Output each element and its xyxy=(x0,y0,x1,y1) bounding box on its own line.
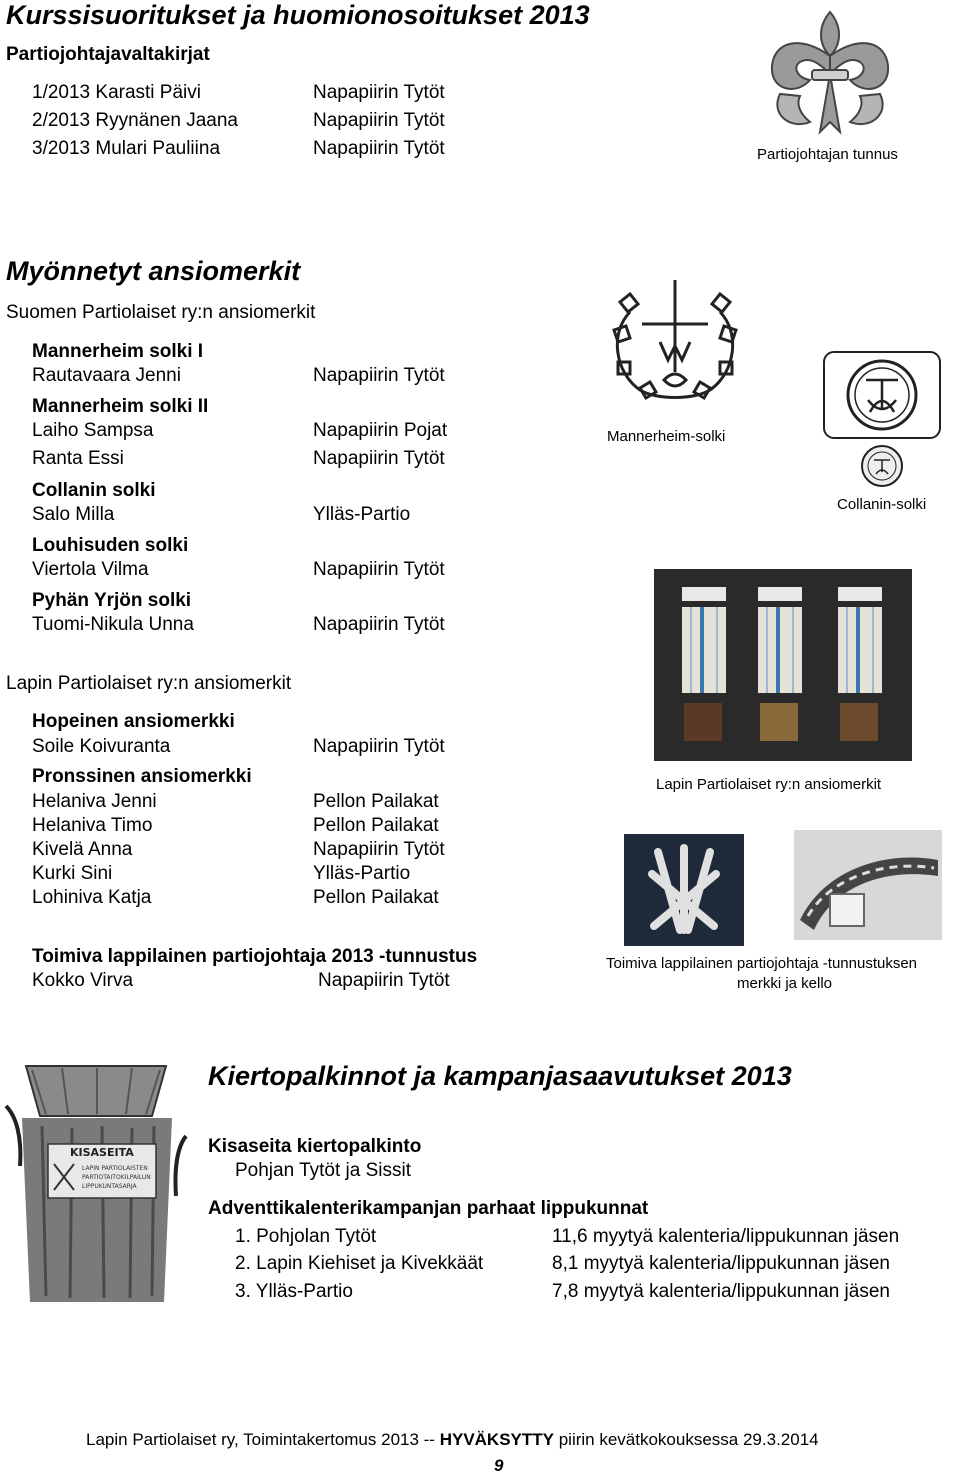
cert-org: Napapiirin Tytöt xyxy=(313,82,445,103)
ranking-place: 3. Ylläs-Partio xyxy=(235,1281,353,1302)
recipient-org: Napapiirin Tytöt xyxy=(313,736,445,757)
cert-name: 2/2013 Ryynänen Jaana xyxy=(32,110,238,131)
ranking-result: 11,6 myytyä kalenteria/lippukunnan jäsen xyxy=(552,1226,900,1247)
recipient-org: Ylläs-Partio xyxy=(313,504,411,525)
recipient-name: Kivelä Anna xyxy=(32,839,133,860)
leader-award-name: Kokko Virva xyxy=(32,970,134,991)
kisaseita-trophy-image xyxy=(2,1046,192,1304)
kisaseita-winner: Pohjan Tytöt ja Sissit xyxy=(235,1160,412,1181)
sign-line: PARTIOTAITOKILPAILUN xyxy=(82,1174,151,1181)
lapland-medals-image xyxy=(654,569,912,761)
section-title-courses: Kurssisuoritukset ja huomionosoitukset 2013 xyxy=(6,0,590,30)
recipient-name: Tuomi-Nikula Unna xyxy=(32,614,194,635)
recipient-name: Helaniva Timo xyxy=(32,815,153,836)
recipient-org: Pellon Pailakat xyxy=(313,815,439,836)
recipient-name: Helaniva Jenni xyxy=(32,791,157,812)
cert-name: 1/2013 Karasti Päivi xyxy=(32,82,201,103)
award-kisaseita: Kisaseita kiertopalkinto xyxy=(208,1136,422,1157)
recipient-org: Pellon Pailakat xyxy=(313,887,439,908)
sign-line: LAPIN PARTIOLAISTEN xyxy=(82,1165,148,1172)
page-number: 9 xyxy=(494,1456,504,1475)
cert-org: Napapiirin Tytöt xyxy=(313,110,445,131)
caption-mannerheim: Mannerheim-solki xyxy=(607,428,726,445)
caption-leader-mark-line1: Toimiva lappilainen partiojohtaja -tunnustuksen xyxy=(606,955,918,972)
leader-award-org: Napapiirin Tytöt xyxy=(318,970,450,991)
award-mannerheim-1: Mannerheim solki I xyxy=(32,341,204,362)
recipient-name: Salo Milla xyxy=(32,504,115,525)
section-title-awards: Myönnetyt ansiomerkit xyxy=(6,256,301,286)
footer-text xyxy=(86,1430,819,1450)
caption-lapland-medals: Lapin Partiolaiset ry:n ansiomerkit xyxy=(656,776,882,793)
sign-line: LIPPUKUNTASARJA xyxy=(82,1183,137,1190)
award-collan: Collanin solki xyxy=(32,480,156,501)
leader-badge-image xyxy=(760,4,900,138)
recipient-name: Ranta Essi xyxy=(32,448,124,469)
recipient-org: Napapiirin Tytöt xyxy=(313,559,445,580)
cert-name: 3/2013 Mulari Pauliina xyxy=(32,138,221,159)
ranking-result: 8,1 myytyä kalenteria/lippukunnan jäsen xyxy=(552,1253,890,1274)
award-silver: Hopeinen ansiomerkki xyxy=(32,711,235,732)
footer-right: piirin kevätkokouksessa 29.3.2014 xyxy=(554,1430,819,1449)
watch-image xyxy=(794,830,942,940)
recipient-name: Kurki Sini xyxy=(32,863,113,884)
footer-approved: HYVÄKSYTTY xyxy=(439,1430,554,1449)
recipient-org: Napapiirin Tytöt xyxy=(313,448,445,469)
sign-title: KISASEITA xyxy=(70,1146,134,1159)
award-mannerheim-2: Mannerheim solki II xyxy=(32,396,209,417)
subtitle-finnish-scouts-awards: Suomen Partiolaiset ry:n ansiomerkit xyxy=(6,302,316,323)
recipient-org: Napapiirin Tytöt xyxy=(313,365,445,386)
section-title-trophies: Kiertopalkinnot ja kampanjasaavutukset 2013 xyxy=(208,1061,792,1091)
recipient-name: Viertola Vilma xyxy=(32,559,149,580)
award-louhisuden: Louhisuden solki xyxy=(32,535,189,556)
leader-award-title: Toimiva lappilainen partiojohtaja 2013 -tunnustus xyxy=(32,946,478,967)
subtitle-leader-certificates: Partiojohtajavaltakirjat xyxy=(6,44,210,65)
ranking-result: 7,8 myytyä kalenteria/lippukunnan jäsen xyxy=(552,1281,890,1302)
recipient-name: Rautavaara Jenni xyxy=(32,365,181,386)
recipient-org: Napapiirin Tytöt xyxy=(313,839,445,860)
mannerheim-buckle-image xyxy=(600,272,750,412)
recipient-org: Napapiirin Tytöt xyxy=(313,614,445,635)
recipient-name: Soile Koivuranta xyxy=(32,736,171,757)
award-calendar-campaign: Adventtikalenterikampanjan parhaat lippukunnat xyxy=(208,1198,649,1219)
recipient-name: Laiho Sampsa xyxy=(32,420,154,441)
footer-left: Lapin Partiolaiset ry, Toimintakertomus 2013 -- xyxy=(86,1430,440,1449)
cert-org: Napapiirin Tytöt xyxy=(313,138,445,159)
leader-mark-image xyxy=(624,834,744,946)
caption-leader-badge: Partiojohtajan tunnus xyxy=(757,146,898,163)
ranking-place: 1. Pohjolan Tytöt xyxy=(235,1226,377,1247)
recipient-org: Pellon Pailakat xyxy=(313,791,439,812)
award-bronze: Pronssinen ansiomerkki xyxy=(32,766,252,787)
award-pyhan-yrjon: Pyhän Yrjön solki xyxy=(32,590,192,611)
collan-buckle-image xyxy=(822,350,942,490)
caption-collan: Collanin-solki xyxy=(837,496,927,513)
ranking-place: 2. Lapin Kiehiset ja Kivekkäät xyxy=(235,1253,484,1274)
recipient-org: Napapiirin Pojat xyxy=(313,420,448,441)
recipient-org: Ylläs-Partio xyxy=(313,863,411,884)
subtitle-lapland-scouts-awards: Lapin Partiolaiset ry:n ansiomerkit xyxy=(6,673,292,694)
recipient-name: Lohiniva Katja xyxy=(32,887,152,908)
caption-leader-mark-line2: merkki ja kello xyxy=(737,975,833,992)
